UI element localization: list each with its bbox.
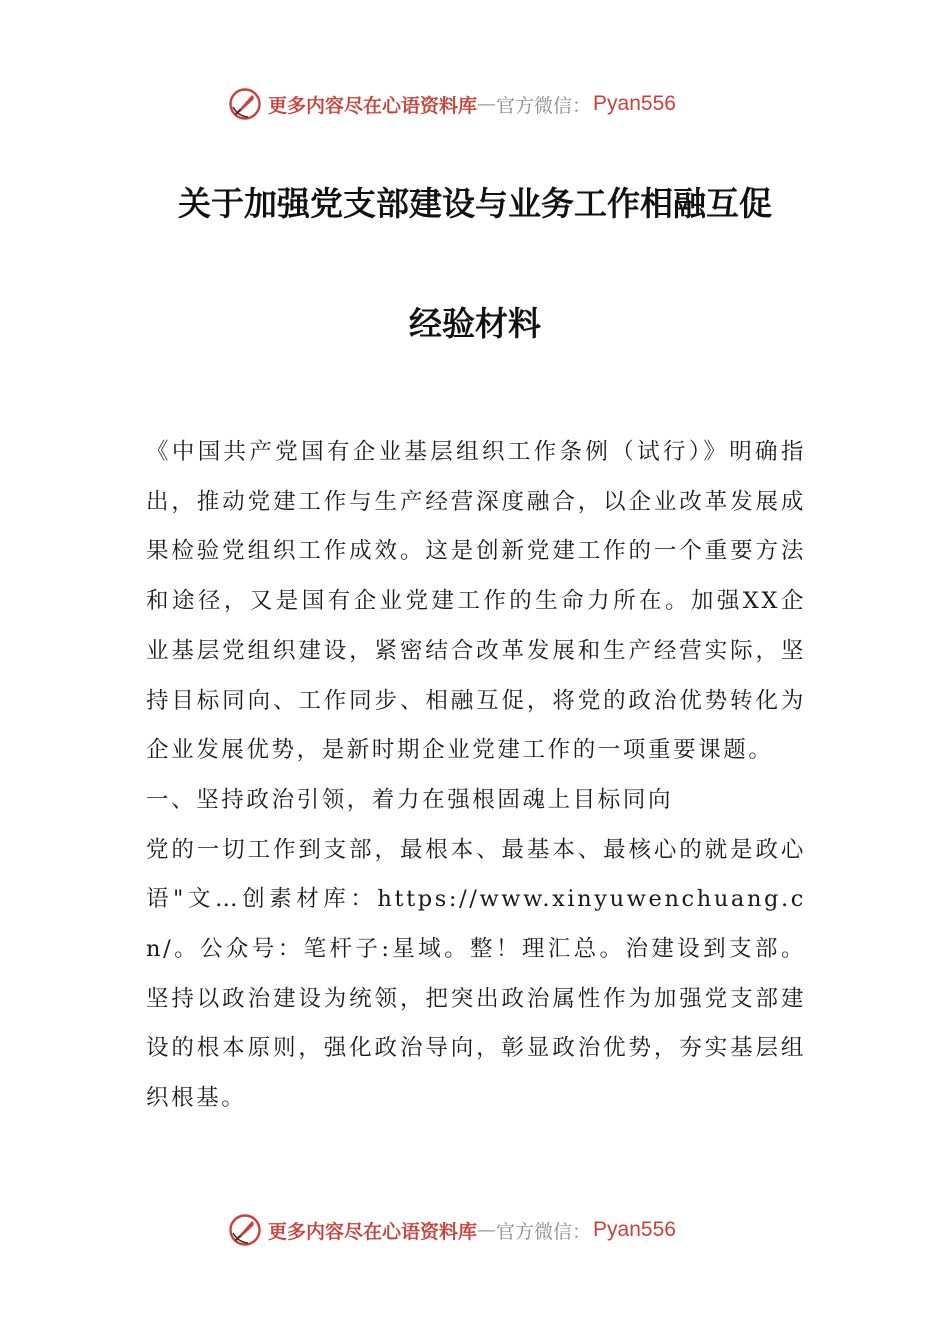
banner-dash: — (477, 1219, 497, 1241)
document-title-line-1: 关于加强党支部建设与业务工作相融互促 (178, 184, 772, 223)
banner-wechat-id: Pyan556 (593, 92, 676, 115)
banner-wechat-id: Pyan556 (593, 1218, 676, 1241)
banner-brand-text: 更多内容尽在心语资料库 (268, 94, 478, 117)
banner-wechat-label: 官方微信： (496, 94, 592, 117)
banner-wechat-label: 官方微信： (496, 1220, 592, 1243)
document-body (146, 428, 806, 1124)
header-watermark-banner (228, 84, 748, 124)
body-paragraph-intro: 《中国共产党国有企业基层组织工作条例（试行）》明确指出，推动党建工作与生产经营深度融合，以企业改革发展成果检验党组织工作成效。这是创新党建工作的一个重要方法和途径，又是国有企业党建工作的生命力所在。加强XX企业基层党组织建设，紧密结合改革发展和生产经营实际，坚持目标同向、工作同步、相融互促，将党的政治优势转化为企业发展优势，是新时期企业党建工作的一项重要课题。 (146, 439, 806, 764)
footer-watermark-banner (228, 1210, 748, 1250)
quill-logo-icon (228, 1213, 262, 1247)
document-title-line-2: 经验材料 (409, 304, 541, 343)
body-paragraph-section-1: 党的一切工作到支部，最根本、最基本、最核心的就是政心语"文…创素材库：https://www.xinyuwenchuang.cn/。公众号：笔杆子:星域。整！理汇总。治建设到支部。坚持以政治建设为统领，把突出政治属性作为加强党支部建设的根本原则，强化政治导向，彰显政治优势，夯实基层组织根基。 (146, 836, 806, 1112)
banner-brand-text: 更多内容尽在心语资料库 (268, 1220, 478, 1243)
quill-logo-icon (228, 87, 262, 121)
banner-dash: — (477, 93, 497, 115)
section-heading-1: 一、坚持政治引领，着力在强根固魂上目标同向 (146, 786, 674, 813)
